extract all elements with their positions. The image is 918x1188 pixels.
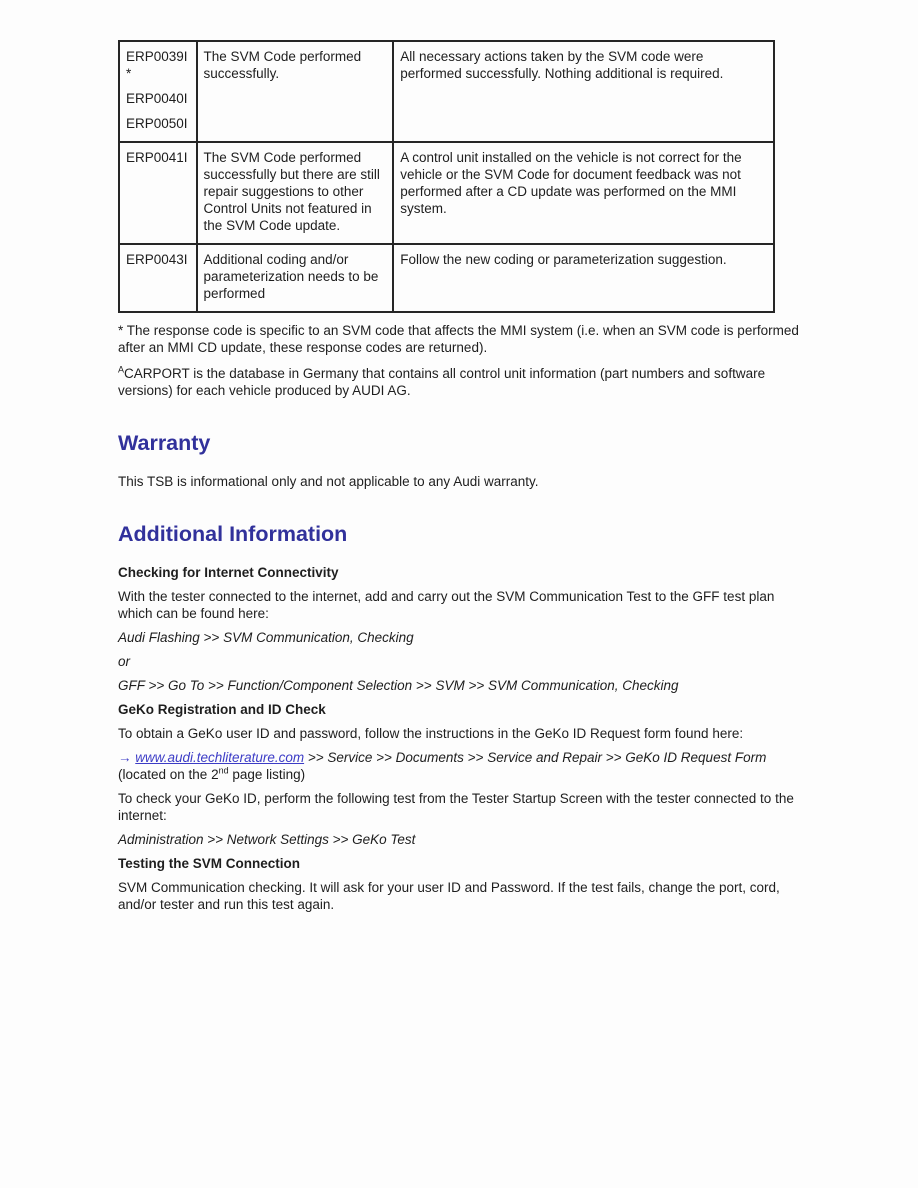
subhead-internet-connectivity: Checking for Internet Connectivity: [118, 565, 339, 580]
response-code: ERP0043I: [126, 252, 188, 267]
cell-meaning: The SVM Code performed successfully.: [197, 41, 394, 142]
cell-action: Follow the new coding or parameterization suggestion.: [393, 244, 774, 312]
response-code: ERP0041I: [126, 150, 188, 165]
arrow-icon: →: [118, 750, 136, 765]
techliterature-link[interactable]: [118, 750, 304, 765]
cell-response-codes: [119, 142, 197, 244]
link-note-text: (located on the 2: [118, 767, 219, 782]
cell-action: All necessary actions taken by the SVM code were performed successfully. Nothing additional is required.: [393, 41, 774, 142]
geko-link-note: [118, 766, 810, 783]
additional-information-heading: Additional Information: [118, 522, 348, 546]
cell-meaning: Additional coding and/or parameterization needs to be performed: [197, 244, 394, 312]
table-row: [119, 244, 774, 312]
geko-link-line: [118, 749, 810, 766]
response-code: ERP0050I: [126, 116, 188, 131]
footnote-text: The response code is specific to an SVM code that affects the MMI system (i.e. when an SVM code is performed after an MMI CD update, these response codes are returned).: [118, 323, 799, 355]
testing-svm-paragraph: SVM Communication checking. It will ask for your user ID and Password. If the test fails, change the port, cord, and/or tester and run this test again.: [118, 880, 780, 912]
warranty-body: This TSB is informational only and not applicable to any Audi warranty.: [118, 474, 539, 489]
footnote-marker: A: [118, 364, 125, 375]
table-row: [119, 41, 774, 142]
cell-response-codes: [119, 244, 197, 312]
footnote-text: CARPORT is the database in Germany that contains all control unit information (part numbers and software versions) for each vehicle produced by AUDI AG.: [118, 366, 766, 398]
response-code: ERP0040I: [126, 91, 188, 106]
link-path-rest: >> Service >> Documents >> Service and Repair >> GeKo ID Request Form: [304, 750, 767, 765]
response-code-table: [118, 40, 775, 313]
warranty-heading: Warranty: [118, 431, 211, 455]
footnote-marker: *: [118, 323, 124, 338]
geko-id-paragraph: To obtain a GeKo user ID and password, follow the instructions in the GeKo ID Request form found here:: [118, 726, 744, 741]
menu-path-administration: Administration >> Network Settings >> GeKo Test: [118, 832, 416, 847]
techliterature-url[interactable]: www.audi.techliterature.com: [135, 750, 305, 765]
footnote-carport: [118, 365, 810, 399]
ordinal-superscript: nd: [218, 765, 229, 776]
footnote-marker: *: [126, 66, 132, 81]
cell-meaning: The SVM Code performed successfully but there are still repair suggestions to other Control Units not featured in the SVM Code update.: [197, 142, 394, 244]
subhead-testing-svm: Testing the SVM Connection: [118, 856, 300, 871]
cell-action: A control unit installed on the vehicle is not correct for the vehicle or the SVM Code for document feedback was not performed after a CD update was performed on the MMI system.: [393, 142, 774, 244]
subhead-geko-registration: GeKo Registration and ID Check: [118, 702, 326, 717]
table-row: [119, 142, 774, 244]
or-text: or: [118, 654, 131, 669]
link-note-text: page listing): [228, 767, 306, 782]
menu-path-audi-flashing: Audi Flashing >> SVM Communication, Checking: [118, 630, 414, 645]
menu-path-gff: GFF >> Go To >> Function/Component Selection >> SVM >> SVM Communication, Checking: [118, 678, 679, 693]
response-code: ERP0039I: [126, 49, 188, 64]
cell-response-codes: [119, 41, 197, 142]
geko-check-paragraph: To check your GeKo ID, perform the following test from the Tester Startup Screen with the tester connected to the internet:: [118, 791, 794, 823]
footnote-asterisk: [118, 322, 810, 356]
internet-connectivity-paragraph: With the tester connected to the internet, add and carry out the SVM Communication Test to the GFF test plan which can be found here:: [118, 589, 775, 621]
